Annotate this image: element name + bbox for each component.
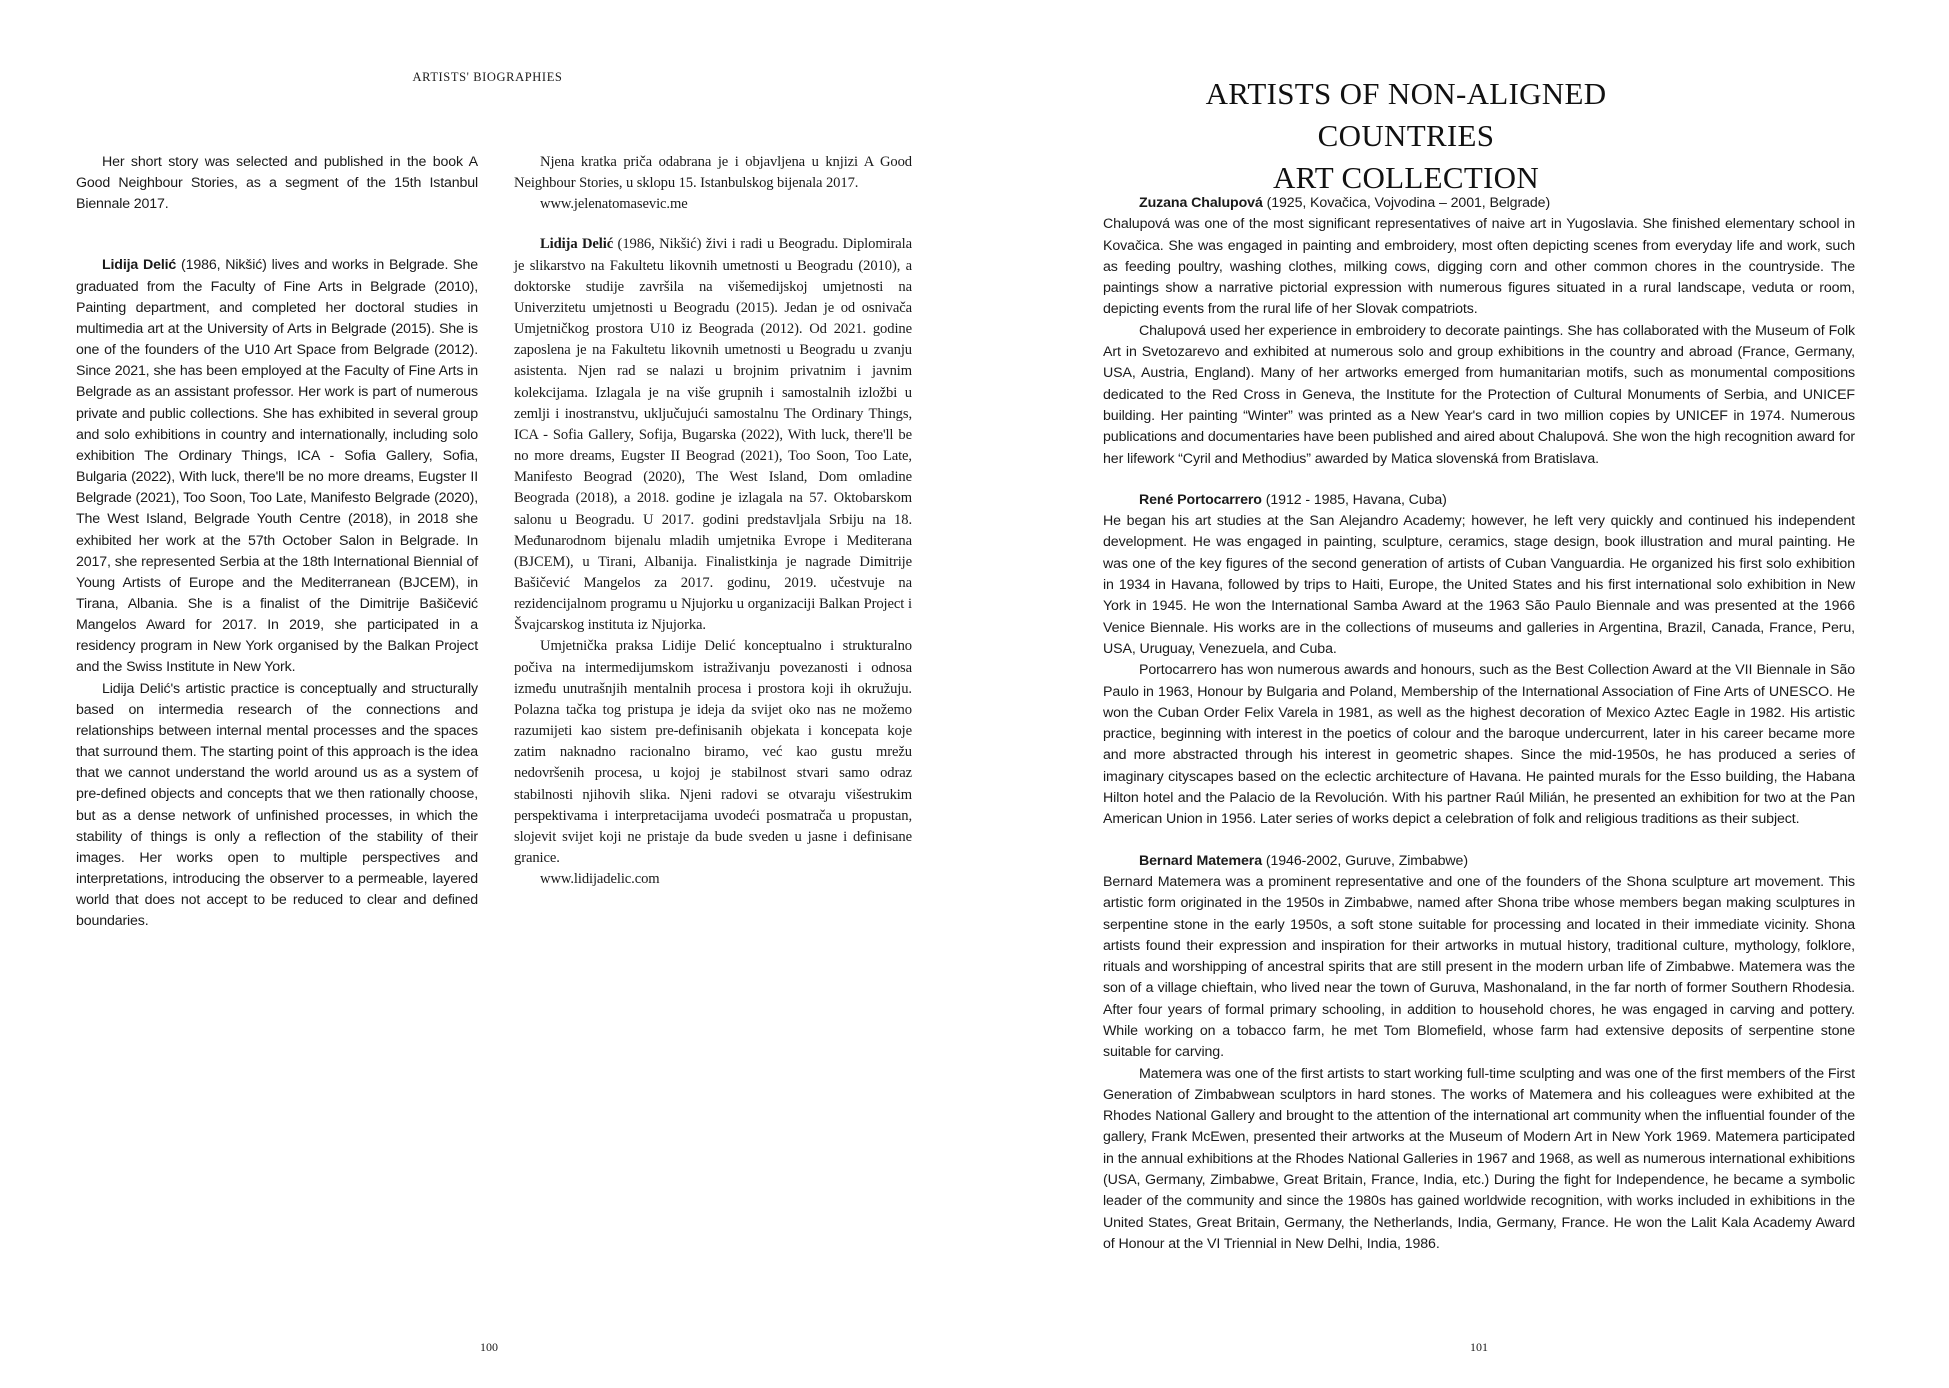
- artist-entry-portocarrero: [1103, 490, 1855, 831]
- artist-heading: [1103, 490, 1855, 511]
- artist-name-sr: Lidija Delić: [540, 236, 614, 253]
- serbian-biography-column: [514, 152, 912, 890]
- delic-bio-text: (1986, Nikšić) lives and works in Belgrade. She graduated from the Faculty of Fine Arts in Belgrade (2010), Painting department, and completed her doctoral studies in multimedia art at the University of Arts in Belgrade (2015). She is one of the founders of the U10 Art Space from Belgrade (2012). Since 2021, she has been employed at the Faculty of Fine Arts in Belgrade as an assistant professor. Her work is part of numerous private and public collections. She has exhibited in several group and solo exhibitions in country and internationally, including solo exhibition The Ordinary Things, ICA - Sofia Gallery, Sofia, Bulgaria (2022), With luck, there'll be no more dreams, Eugster II Belgrade (2021), Too Soon, Too Late, Manifesto Belgrade (2020), The West Island, Belgrade Youth Centre (2018), in 2018 she exhibited her work at the 57th October Salon in Belgrade. In 2017, she represented Serbia at the 18th International Biennial of Young Artists of Europe and the Mediterranean (BJCEM), in Tirana, Albania. She is a finalist of the Dimitrije Bašičević Mangelos Award for 2017. In 2019, she participated in a residency program in New York organised by the Balkan Project and the Swiss Institute in New York.: [76, 257, 478, 676]
- artist-name: Zuzana Chalupová: [1139, 195, 1263, 211]
- delic-practice-paragraph: Lidija Delić's artistic practice is conceptually and structurally based on intermedia research of the connections and relationships between internal mental processes and the spaces that surround them. The starting point of this approach is the idea that we cannot understand the world around us as a system of pre-defined objects and concepts that we then rationally choose, but as a dense network of unfinished processes, in which the stability of things is only a reflection of the stability of their images. Her works open to multiple perspectives and interpretations, introducing the observer to a permeable, layered world that does not accept to be reduced to clear and defined boundaries.: [76, 680, 478, 930]
- english-biography-column: [76, 152, 478, 932]
- section-title: [1123, 73, 1689, 199]
- delic-bio-paragraph: [76, 255, 478, 678]
- short-story-paragraph: Her short story was selected and published in the book A Good Neighbour Stories, as a segment of the 15th Istanbul Biennale 2017.: [76, 154, 478, 213]
- artist-paragraph: He began his art studies at the San Alejandro Academy; however, he left very quickly and continued his independent development. He was engaged in painting, sculpture, ceramics, stage design, book illustration and mural painting. He was one of the key figures of the second generation of artists of Cuban Vanguardia. He organized his first solo exhibition in 1934 in Havana, followed by trips to Haiti, Europe, the United States and his first international solo exhibition in New York in 1945. He won the International Samba Award at the 1963 São Paulo Biennale and was presented at the 1966 Venice Biennale. His works are in the collections of museums and galleries in Argentina, Brazil, Canada, France, Peru, USA, Uruguay, Venezuela, and Cuba.: [1103, 513, 1855, 657]
- artist-heading: [1103, 193, 1855, 214]
- artist-heading: [1103, 851, 1855, 872]
- delic-bio-text-sr: (1986, Nikšić) živi i radi u Beogradu. Diplomirala je slikarstvo na Fakultetu likovnih umetnosti u Beogradu (2010), a doktorske studije završila na višemedijskoj umjetnosti na Univerzitetu umjetnosti u Beogradu (2015). Jedan je od osnivača Umjetničkog prostora U10 iz Beograda (2012). Od 2021. godine zaposlena je na Fakultetu likovnih umetnosti u Beogradu u zvanju asistenta. Njen rad se nalazi u brojnim privatnim i javnim kolekcijama. Izlagala je na više grupnih i samostalnih izložbi u zemlji i inostranstvu, uključujući samostalnu The Ordinary Things, ICA - Sofia Gallery, Sofija, Bugarska (2022), With luck, there'll be no more dreams, Eugster II Beograd (2021), Too Soon, Too Late, Manifesto Beograd (2020), The West Island, Dom omladine Beograda (2018), a 2018. godine je izlagala na 57. Oktobarskom salonu u Beogradu. U 2017. godini predstavljala Srbiju na 18. Međunarodnom bijenalu mladih umjetnika Evrope i Mediterana (BJCEM), u Tirani, Albanija. Finalistkinja je nagrade Dimitrije Bašičević Mangelos za 2017. godinu, 2019. učestvuje na rezidencijalnom programu u Njujorku u organizaciji Balkan Project i Švajcarskog instituta iz Njujorka.: [514, 236, 912, 634]
- website-link[interactable]: www.jelenatomasevic.me: [540, 196, 688, 213]
- artist-paragraph: Chalupová was one of the most significant representatives of naive art in Yugoslavia. She finished elementary school in Kovačica. She was engaged in painting and embroidery, most often depicting scenes from everyday life and work, such as feeding poultry, washing clothes, milking cows, digging corn and other common chores in the countryside. The paintings show a narrative pictorial expression with numerous figures situated in a rural landscape, veduta or room, depicting events from the rural life of her Slovak compatriots.: [1103, 216, 1855, 318]
- artist-name: René Portocarrero: [1139, 491, 1262, 508]
- artist-collection-column: [1103, 193, 1855, 1255]
- section-title-line-2: ART COLLECTION: [1272, 160, 1540, 195]
- website-link[interactable]: www.lidijadelic.com: [540, 871, 660, 888]
- short-story-paragraph-sr: Njena kratka priča odabrana je i objavljena u knjizi A Good Neighbour Stories, u sklopu 15. Istanbulskog bijenala 2017.: [514, 154, 912, 192]
- artist-paragraph: Matemera was one of the first artists to start working full-time sculpting and was one of the first members of the First Generation of Zimbabwean sculptors in hard stones. The works of Matemera and his colleagues were exhibited at the Rhodes National Gallery and brought to the attention of the international art community when the influential founder of the gallery, Frank McEwen, presented their artworks at the Museum of Modern Art in New York 1969. Matemera participated in the annual exhibitions at the Rhodes National Galleries in 1967 and 1968, as well as numerous international exhibitions (USA, Germany, Zimbabwe, Great Britain, France, India, etc.) During the fight for Independence, he became a symbolic leader of the community and since the 1980s has gained worldwide recognition, with works included in exhibitions in the United States, Great Britain, Germany, the Netherlands, India, Germany, France. He won the Lalit Kala Academy Award of Honour at the VI Triennial in New Delhi, India, 1986.: [1103, 1065, 1855, 1252]
- page-number-right: 101: [1470, 1340, 1488, 1354]
- artist-dates: (1912 - 1985, Havana, Cuba): [1261, 491, 1447, 508]
- page-number-left: 100: [480, 1340, 498, 1354]
- artist-dates: (1925, Kovačica, Vojvodina – 2001, Belgrade): [1262, 195, 1551, 211]
- running-head: ARTISTS' BIOGRAPHIES: [412, 70, 563, 84]
- artist-paragraph: Bernard Matemera was a prominent representative and one of the founders of the Shona sculpture art movement. This artistic form originated in the 1950s in Zimbabwe, named after Shona tribe whose members began making sculptures in serpentine stone in the early 1950s, a soft stone suitable for processing and located in their immediate vicinity. Shona artists found their expression and inspiration for their artworks in mutual history, traditional culture, mythology, folklore, rituals and worshipping of ancestral spirits that are still present in the modern urban life of Zimbabwe. Matemera was the son of a village chieftain, who lived near the town of Guruva, Mashonaland, in the far north of former Southern Rhodesia. After four years of formal primary schooling, in addition to household chores, he was engaged in carving and pottery. While working on a tobacco farm, he met Tom Blomefield, whose farm had extensive deposits of serpentine stone suitable for carving.: [1103, 873, 1855, 1061]
- artist-name: Bernard Matemera: [1139, 852, 1262, 869]
- artist-paragraph: Portocarrero has won numerous awards and honours, such as the Best Collection Award at the VII Biennale in São Paulo in 1963, Honour by Bulgaria and Poland, Membership of the International Association of Fine Arts of UNESCO. He won the Cuban Order Felix Varela in 1981, as well as the highest decoration of Mexico Aztec Eagle in 1982. His artistic practice, beginning with interest in the poetics of colour and the baroque undercurrent, later in his career became more and more abstracted through his interest in geometric shapes. Since the mid-1950s, he has produced a series of imaginary cityscapes based on the eclectic architecture of Havana. He painted murals for the Esso building, the Habana Hilton hotel and the Palacio de la Revolución. With his partner Raúl Milián, he presented an exhibition for two at the Pan American Union in 1956. Later series of works depict a celebration of folk and religious traditions as their subject.: [1103, 662, 1855, 828]
- artist-entry-matemera: [1103, 851, 1855, 1256]
- delic-bio-paragraph-sr: [514, 234, 912, 636]
- artist-dates: (1946-2002, Guruve, Zimbabwe): [1261, 852, 1468, 869]
- artist-name: Lidija Delić: [102, 257, 177, 274]
- artist-entry-chalupova: [1103, 193, 1855, 470]
- delic-practice-paragraph-sr: Umjetnička praksa Lidije Delić konceptualno i strukturalno počiva na intermedijumskom istraživanju povezanosti i odnosa između unutrašnjih mentalnih procesa i prostora koji ih okružuju. Polazna tačka tog pristupa je ideja da svijet oko nas ne možemo razumijeti kao sistem pre-definisanih objekata i koncepata koje zatim naknadno racionalno biramo, već kao gustu mrežu nedovršenih procesa, u kojoj je stabilnost stvari samo odraz stabilnosti njihovih slika. Njeni radovi se otvaraju višestrukim perspektivama i interpretacijama uvodeći posmatrača u propustan, slojevit svijet koji ne pristaje da bude sveden u jasne i definisane granice.: [514, 638, 912, 866]
- artist-paragraph: Chalupová used her experience in embroidery to decorate paintings. She has collaborated with the Museum of Folk Art in Svetozarevo and exhibited at numerous solo and group exhibitions in the country and abroad (France, Germany, USA, Austria, England). Many of her artworks emerged from humanitarian motifs, such as monumental compositions dedicated to the Red Cross in Geneva, the Institute for the Protection of Cultural Monuments of Serbia, and UNICEF building. Her painting “Winter” was printed as a New Year's card in two million copies by UNICEF in 1974. Numerous publications and documentaries have been published and aired about Chalupová. She won the high recognition award for her lifework “Cyril and Methodius” awarded by Matica slovenská from Bratislava.: [1103, 322, 1855, 467]
- section-title-line-1: ARTISTS OF NON-ALIGNED COUNTRIES: [1205, 76, 1607, 153]
